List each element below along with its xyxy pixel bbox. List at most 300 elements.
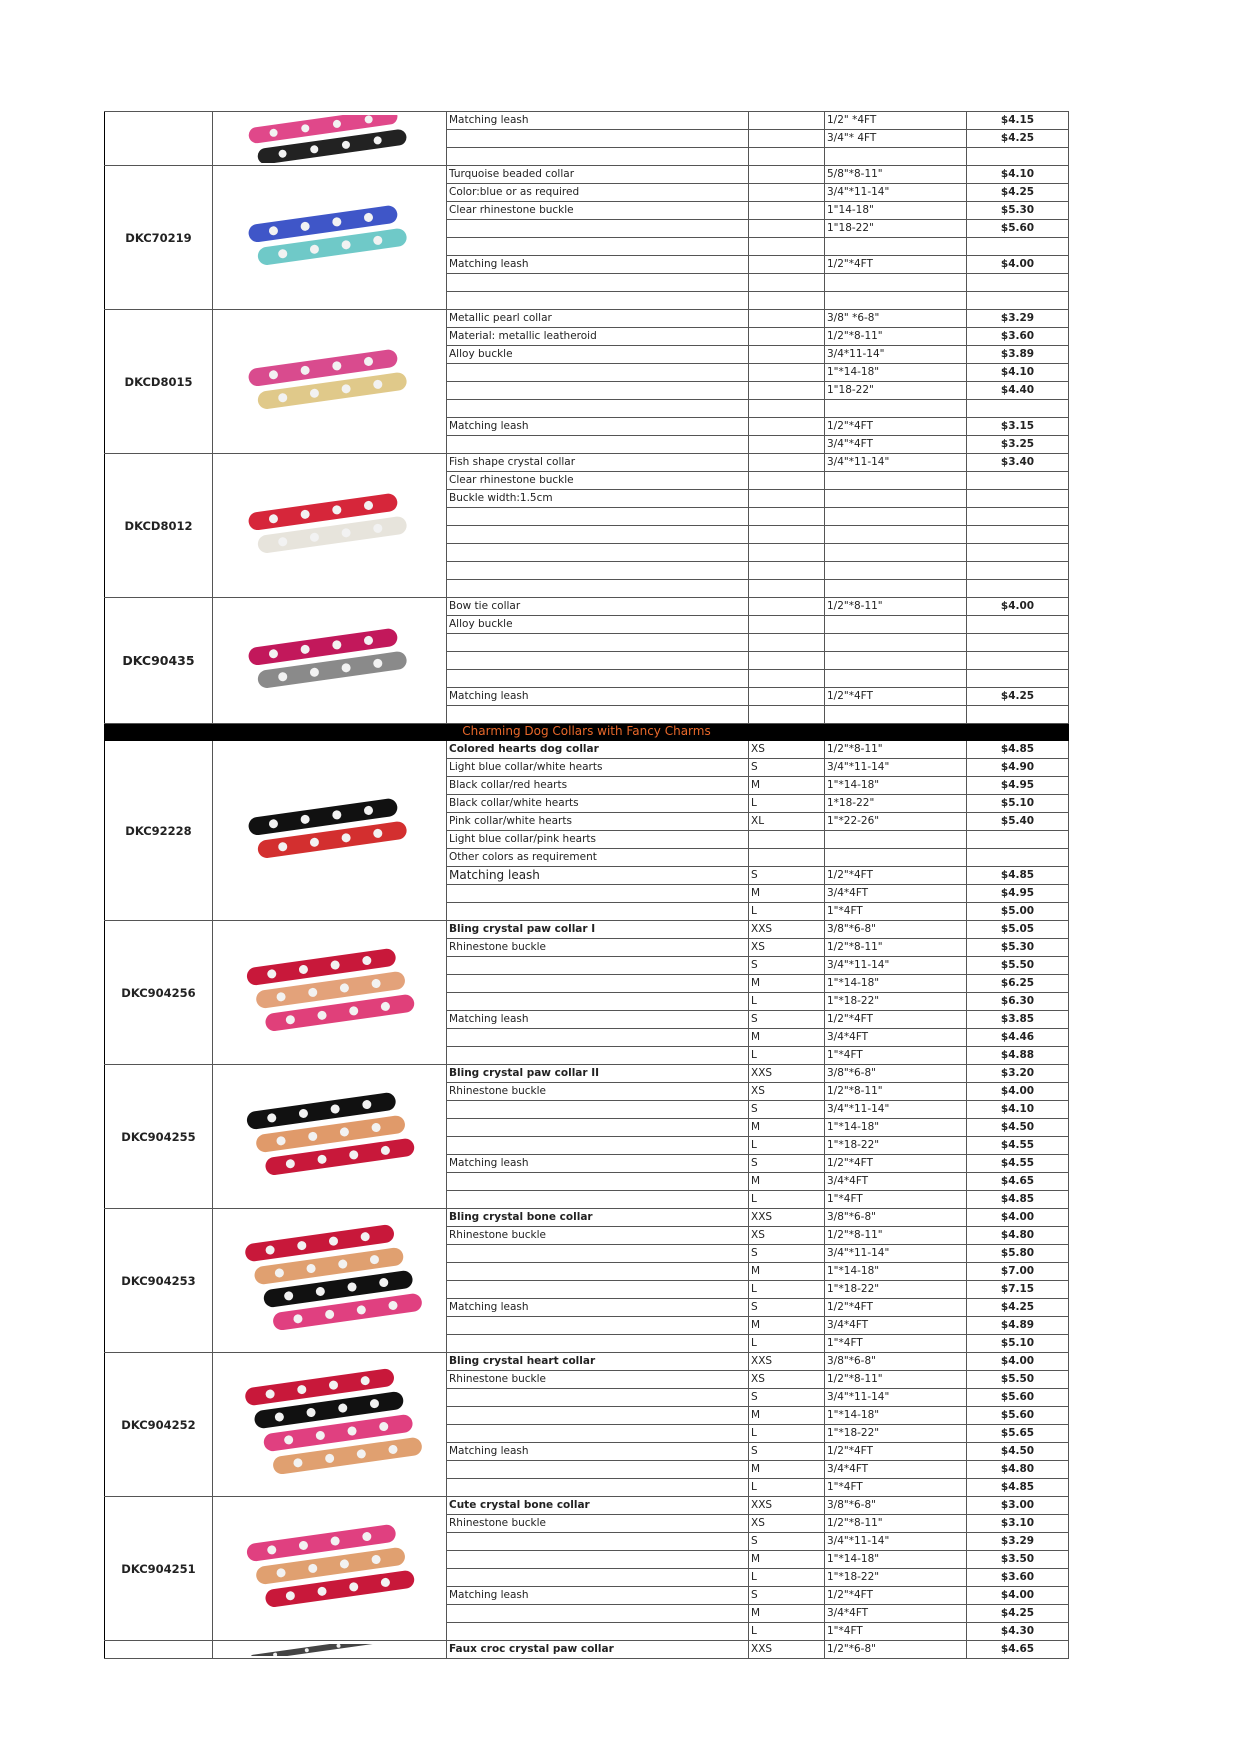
description-cell: [447, 1191, 749, 1209]
size-cell: L: [749, 903, 825, 921]
price-cell: $4.25: [967, 1299, 1069, 1317]
price-cell: $4.25: [967, 130, 1069, 148]
size-cell: M: [749, 1407, 825, 1425]
description-cell: [447, 148, 749, 166]
price-cell: $4.89: [967, 1317, 1069, 1335]
price-cell: $5.10: [967, 1335, 1069, 1353]
description-cell: Material: metallic leatheroid: [447, 328, 749, 346]
dimension-cell: 1"14-18": [825, 202, 967, 220]
price-cell: [967, 526, 1069, 544]
price-cell: [967, 238, 1069, 256]
price-cell: $4.00: [967, 1083, 1069, 1101]
price-cell: $7.15: [967, 1281, 1069, 1299]
product-image: [213, 1065, 447, 1209]
description-cell: Matching leash: [447, 1443, 749, 1461]
dimension-cell: 3/8"*6-8": [825, 1209, 967, 1227]
size-cell: [749, 148, 825, 166]
description-cell: [447, 1137, 749, 1155]
table-row: [105, 112, 1069, 130]
price-cell: [967, 706, 1069, 724]
price-table: [104, 111, 1069, 1659]
size-cell: S: [749, 759, 825, 777]
dimension-cell: 1"*18-22": [825, 1425, 967, 1443]
dimension-cell: 1*18-22": [825, 795, 967, 813]
size-cell: [749, 274, 825, 292]
size-cell: [749, 310, 825, 328]
table-row: [105, 166, 1069, 184]
size-cell: S: [749, 1389, 825, 1407]
dimension-cell: 1"18-22": [825, 382, 967, 400]
description-cell: Matching leash: [447, 256, 749, 274]
description-cell: Turquoise beaded collar: [447, 166, 749, 184]
size-cell: [749, 849, 825, 867]
table-row: [105, 454, 1069, 472]
price-cell: $3.15: [967, 418, 1069, 436]
price-cell: $3.29: [967, 1533, 1069, 1551]
price-cell: $3.89: [967, 346, 1069, 364]
size-cell: M: [749, 1461, 825, 1479]
price-cell: $4.15: [967, 112, 1069, 130]
table-row: [105, 1353, 1069, 1371]
dimension-cell: 1"*14-18": [825, 1407, 967, 1425]
size-cell: XS: [749, 741, 825, 759]
table-row: [105, 598, 1069, 616]
price-cell: [967, 652, 1069, 670]
dimension-cell: 1/2"*8-11": [825, 1371, 967, 1389]
description-cell: [447, 1281, 749, 1299]
dimension-cell: 3/4"*11-14": [825, 1245, 967, 1263]
cute-crystal-bone-collar-photo: [230, 1504, 430, 1634]
table-row: [105, 741, 1069, 759]
dimension-cell: [825, 616, 967, 634]
turquoise-beaded-collar-photo: [230, 169, 430, 307]
fish-shape-crystal-collar-photo: [230, 457, 430, 595]
size-cell: [749, 562, 825, 580]
price-cell: [967, 148, 1069, 166]
size-cell: M: [749, 1029, 825, 1047]
description-cell: [447, 670, 749, 688]
size-cell: XS: [749, 1083, 825, 1101]
product-code: DKC904253: [105, 1209, 213, 1353]
price-cell: $4.25: [967, 1605, 1069, 1623]
dimension-cell: 1"*14-18": [825, 1263, 967, 1281]
dimension-cell: [825, 292, 967, 310]
bow-tie-collar-photo: [230, 601, 430, 721]
price-cell: $4.80: [967, 1461, 1069, 1479]
description-cell: [447, 993, 749, 1011]
description-cell: [447, 238, 749, 256]
size-cell: XS: [749, 1227, 825, 1245]
size-cell: S: [749, 1533, 825, 1551]
description-cell: [447, 220, 749, 238]
size-cell: [749, 616, 825, 634]
description-cell: [447, 1101, 749, 1119]
description-cell: [447, 364, 749, 382]
size-cell: [749, 220, 825, 238]
description-cell: Cute crystal bone collar: [447, 1497, 749, 1515]
price-cell: $4.25: [967, 688, 1069, 706]
description-cell: Bling crystal heart collar: [447, 1353, 749, 1371]
size-cell: M: [749, 1173, 825, 1191]
price-cell: $5.40: [967, 813, 1069, 831]
product-code: [105, 112, 213, 166]
dimension-cell: 3/4*4FT: [825, 1029, 967, 1047]
price-cell: [967, 292, 1069, 310]
size-cell: XXS: [749, 1065, 825, 1083]
dimension-cell: 1/2"*8-11": [825, 1227, 967, 1245]
description-cell: Rhinestone buckle: [447, 1227, 749, 1245]
dimension-cell: 1"*14-18": [825, 1119, 967, 1137]
dimension-cell: [825, 544, 967, 562]
price-cell: $3.60: [967, 328, 1069, 346]
dimension-cell: 1"*4FT: [825, 1623, 967, 1641]
price-cell: $5.30: [967, 202, 1069, 220]
description-cell: [447, 885, 749, 903]
description-cell: Black collar/red hearts: [447, 777, 749, 795]
dimension-cell: 3/8"*6-8": [825, 1497, 967, 1515]
dimension-cell: 1/2"*4FT: [825, 1443, 967, 1461]
description-cell: [447, 1569, 749, 1587]
description-cell: Rhinestone buckle: [447, 939, 749, 957]
size-cell: [749, 382, 825, 400]
size-cell: [749, 652, 825, 670]
price-cell: $4.46: [967, 1029, 1069, 1047]
size-cell: [749, 454, 825, 472]
dimension-cell: 3/4*4FT: [825, 1173, 967, 1191]
dimension-cell: [825, 508, 967, 526]
table-row: [105, 1497, 1069, 1515]
description-cell: [447, 562, 749, 580]
price-cell: $5.60: [967, 1389, 1069, 1407]
description-cell: Matching leash: [447, 112, 749, 130]
price-cell: $4.50: [967, 1119, 1069, 1137]
description-cell: Fish shape crystal collar: [447, 454, 749, 472]
size-cell: L: [749, 993, 825, 1011]
size-cell: M: [749, 1551, 825, 1569]
size-cell: M: [749, 1605, 825, 1623]
size-cell: [749, 202, 825, 220]
price-cell: $4.85: [967, 867, 1069, 885]
description-cell: [447, 706, 749, 724]
dimension-cell: 1"*14-18": [825, 1551, 967, 1569]
price-cell: $3.29: [967, 310, 1069, 328]
description-cell: [447, 526, 749, 544]
size-cell: XS: [749, 939, 825, 957]
size-cell: S: [749, 1587, 825, 1605]
dimension-cell: 3/4"* 4FT: [825, 130, 967, 148]
description-cell: Rhinestone buckle: [447, 1371, 749, 1389]
price-cell: $4.00: [967, 1209, 1069, 1227]
dimension-cell: [825, 274, 967, 292]
dimension-cell: 1"*18-22": [825, 1569, 967, 1587]
dimension-cell: 1/2"*4FT: [825, 688, 967, 706]
description-cell: [447, 1173, 749, 1191]
dimension-cell: 1"*4FT: [825, 1191, 967, 1209]
price-cell: [967, 849, 1069, 867]
dimension-cell: 1"*22-26": [825, 813, 967, 831]
bling-crystal-bone-collar-photo: [230, 1216, 430, 1346]
dimension-cell: [825, 472, 967, 490]
size-cell: S: [749, 1011, 825, 1029]
price-cell: $4.55: [967, 1137, 1069, 1155]
price-cell: $5.60: [967, 220, 1069, 238]
size-cell: [749, 508, 825, 526]
product-image: [213, 310, 447, 454]
price-cell: [967, 580, 1069, 598]
description-cell: Black collar/white hearts: [447, 795, 749, 813]
size-cell: S: [749, 1443, 825, 1461]
description-cell: Matching leash: [447, 1155, 749, 1173]
price-cell: $3.10: [967, 1515, 1069, 1533]
size-cell: L: [749, 795, 825, 813]
dimension-cell: 1/2" *4FT: [825, 112, 967, 130]
dimension-cell: 1/2"*6-8": [825, 1641, 967, 1659]
product-code: DKC90435: [105, 598, 213, 724]
description-cell: [447, 1479, 749, 1497]
size-cell: L: [749, 1335, 825, 1353]
description-cell: Other colors as requirement: [447, 849, 749, 867]
price-cell: $4.85: [967, 741, 1069, 759]
dimension-cell: 1/2"*8-11": [825, 1083, 967, 1101]
price-cell: $4.00: [967, 1353, 1069, 1371]
description-cell: [447, 1407, 749, 1425]
table-row: [105, 921, 1069, 939]
dimension-cell: [825, 526, 967, 544]
dimension-cell: [825, 400, 967, 418]
product-image: [213, 598, 447, 724]
size-cell: L: [749, 1191, 825, 1209]
price-cell: $4.10: [967, 166, 1069, 184]
description-cell: Clear rhinestone buckle: [447, 472, 749, 490]
dimension-cell: 3/8"*6-8": [825, 1353, 967, 1371]
price-sheet: [104, 111, 1069, 1659]
size-cell: [749, 472, 825, 490]
metallic-pearl-collar-photo: [230, 313, 430, 451]
description-cell: [447, 652, 749, 670]
price-cell: [967, 400, 1069, 418]
dimension-cell: [825, 831, 967, 849]
price-cell: $4.88: [967, 1047, 1069, 1065]
product-image: [213, 741, 447, 921]
size-cell: [749, 831, 825, 849]
price-cell: $3.20: [967, 1065, 1069, 1083]
description-cell: Light blue collar/pink hearts: [447, 831, 749, 849]
description-cell: [447, 1335, 749, 1353]
dimension-cell: 1"*14-18": [825, 364, 967, 382]
dimension-cell: 3/8"*6-8": [825, 1065, 967, 1083]
price-cell: $3.00: [967, 1497, 1069, 1515]
description-cell: Matching leash: [447, 1011, 749, 1029]
description-cell: Matching leash: [447, 1299, 749, 1317]
description-cell: Color:blue or as required: [447, 184, 749, 202]
description-cell: [447, 436, 749, 454]
price-cell: $4.00: [967, 1587, 1069, 1605]
dimension-cell: 3/4*11-14": [825, 346, 967, 364]
product-code: DKC70219: [105, 166, 213, 310]
dimension-cell: 1/2"*8-11": [825, 598, 967, 616]
size-cell: M: [749, 1317, 825, 1335]
price-cell: $4.10: [967, 364, 1069, 382]
dimension-cell: 3/4*4FT: [825, 1461, 967, 1479]
size-cell: [749, 418, 825, 436]
dimension-cell: 3/4"*11-14": [825, 1101, 967, 1119]
dimension-cell: 3/4"*11-14": [825, 759, 967, 777]
bling-crystal-paw-collar-II-photo: [230, 1072, 430, 1202]
dimension-cell: 1/2"*8-11": [825, 1515, 967, 1533]
price-cell: $4.80: [967, 1227, 1069, 1245]
product-image: [213, 112, 447, 166]
price-cell: $4.90: [967, 759, 1069, 777]
product-code: DKC904255: [105, 1065, 213, 1209]
price-cell: $3.60: [967, 1569, 1069, 1587]
size-cell: M: [749, 777, 825, 795]
price-cell: [967, 562, 1069, 580]
product-image: [213, 1641, 447, 1659]
size-cell: [749, 706, 825, 724]
price-cell: $4.30: [967, 1623, 1069, 1641]
section-banner-title: Charming Dog Collars with Fancy Charms: [105, 724, 1069, 741]
dimension-cell: [825, 652, 967, 670]
price-cell: [967, 508, 1069, 526]
dimension-cell: 3/4"*4FT: [825, 436, 967, 454]
description-cell: Colored hearts dog collar: [447, 741, 749, 759]
size-cell: [749, 166, 825, 184]
price-cell: [967, 831, 1069, 849]
description-cell: Alloy buckle: [447, 346, 749, 364]
description-cell: [447, 903, 749, 921]
dimension-cell: 1/2"*4FT: [825, 1155, 967, 1173]
size-cell: S: [749, 1101, 825, 1119]
description-cell: Bling crystal paw collar II: [447, 1065, 749, 1083]
description-cell: Bow tie collar: [447, 598, 749, 616]
size-cell: L: [749, 1281, 825, 1299]
size-cell: S: [749, 1245, 825, 1263]
price-cell: $4.85: [967, 1479, 1069, 1497]
product-image: [213, 921, 447, 1065]
description-cell: Light blue collar/white hearts: [447, 759, 749, 777]
price-cell: $4.55: [967, 1155, 1069, 1173]
product-image: [213, 1353, 447, 1497]
dimension-cell: 1/2"*4FT: [825, 256, 967, 274]
size-cell: [749, 238, 825, 256]
description-cell: Matching leash: [447, 418, 749, 436]
description-cell: Clear rhinestone buckle: [447, 202, 749, 220]
dimension-cell: 1"*4FT: [825, 1479, 967, 1497]
dimension-cell: [825, 580, 967, 598]
price-cell: $5.05: [967, 921, 1069, 939]
dimension-cell: [825, 849, 967, 867]
size-cell: [749, 580, 825, 598]
dimension-cell: 1"18-22": [825, 220, 967, 238]
description-cell: [447, 382, 749, 400]
size-cell: [749, 130, 825, 148]
size-cell: M: [749, 1263, 825, 1281]
price-cell: $5.65: [967, 1425, 1069, 1443]
price-cell: [967, 616, 1069, 634]
dimension-cell: 1/2"*8-11": [825, 328, 967, 346]
dimension-cell: [825, 670, 967, 688]
description-cell: [447, 1461, 749, 1479]
description-cell: [447, 580, 749, 598]
price-cell: $3.85: [967, 1011, 1069, 1029]
price-cell: [967, 670, 1069, 688]
bling-crystal-paw-collar-I-photo: [230, 928, 430, 1058]
size-cell: [749, 346, 825, 364]
price-cell: $5.80: [967, 1245, 1069, 1263]
size-cell: L: [749, 1047, 825, 1065]
product-code: DKC904256: [105, 921, 213, 1065]
description-cell: [447, 292, 749, 310]
description-cell: Faux croc crystal paw collar: [447, 1641, 749, 1659]
dimension-cell: 3/4*4FT: [825, 885, 967, 903]
size-cell: XS: [749, 1371, 825, 1389]
dimension-cell: 1"*4FT: [825, 903, 967, 921]
dimension-cell: 1"*18-22": [825, 993, 967, 1011]
description-cell: Matching leash: [447, 867, 749, 885]
dimension-cell: [825, 634, 967, 652]
description-cell: [447, 400, 749, 418]
product-code: DKC92228: [105, 741, 213, 921]
price-cell: $5.30: [967, 939, 1069, 957]
dimension-cell: 3/8" *6-8": [825, 310, 967, 328]
product-image: [213, 166, 447, 310]
product-code: DKC904252: [105, 1353, 213, 1497]
dimension-cell: 1/2"*4FT: [825, 1299, 967, 1317]
description-cell: Rhinestone buckle: [447, 1083, 749, 1101]
size-cell: L: [749, 1479, 825, 1497]
table-row: [105, 1209, 1069, 1227]
description-cell: [447, 1605, 749, 1623]
description-cell: [447, 1425, 749, 1443]
description-cell: [447, 1029, 749, 1047]
price-cell: [967, 490, 1069, 508]
dimension-cell: 1"*14-18": [825, 975, 967, 993]
price-cell: $3.25: [967, 436, 1069, 454]
price-cell: $4.50: [967, 1443, 1069, 1461]
faux-croc-crystal-paw-collar-photo: [230, 1644, 430, 1656]
dimension-cell: 1/2"*4FT: [825, 1011, 967, 1029]
size-cell: XXS: [749, 1497, 825, 1515]
size-cell: S: [749, 1299, 825, 1317]
description-cell: [447, 975, 749, 993]
price-cell: [967, 544, 1069, 562]
size-cell: [749, 688, 825, 706]
size-cell: L: [749, 1137, 825, 1155]
description-cell: Rhinestone buckle: [447, 1515, 749, 1533]
description-cell: [447, 1389, 749, 1407]
size-cell: [749, 112, 825, 130]
dimension-cell: 3/8"*6-8": [825, 921, 967, 939]
colored-hearts-collar-photo: [230, 749, 430, 913]
price-cell: $4.25: [967, 184, 1069, 202]
price-cell: $3.40: [967, 454, 1069, 472]
size-cell: XXS: [749, 1353, 825, 1371]
size-cell: [749, 256, 825, 274]
price-cell: $6.25: [967, 975, 1069, 993]
description-cell: [447, 957, 749, 975]
dimension-cell: [825, 490, 967, 508]
price-cell: $5.50: [967, 957, 1069, 975]
bling-crystal-heart-collar-photo: [230, 1360, 430, 1490]
size-cell: [749, 328, 825, 346]
description-cell: Pink collar/white hearts: [447, 813, 749, 831]
dimension-cell: 1"*18-22": [825, 1281, 967, 1299]
dimension-cell: [825, 706, 967, 724]
description-cell: Metallic pearl collar: [447, 310, 749, 328]
pink-collar-with-leash-photo: [230, 115, 430, 163]
dimension-cell: 5/8"*8-11": [825, 166, 967, 184]
size-cell: M: [749, 885, 825, 903]
